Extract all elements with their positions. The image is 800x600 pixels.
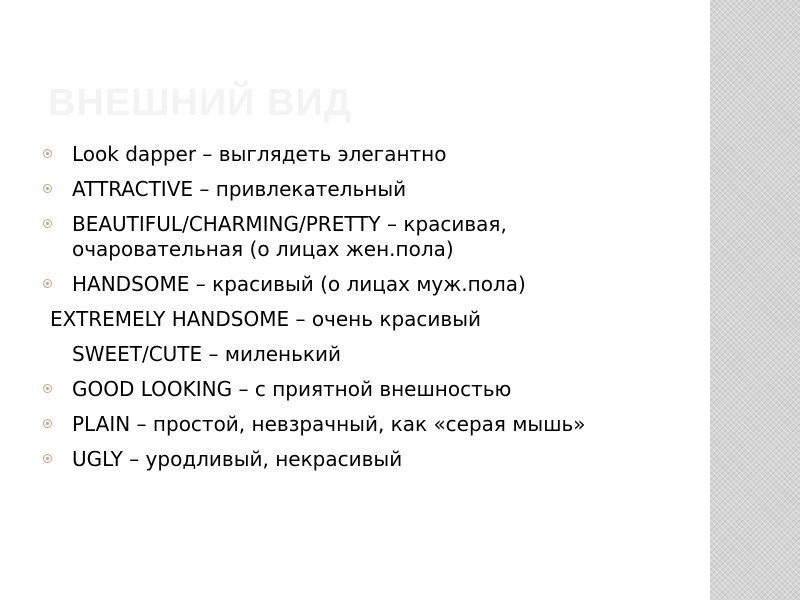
bullet-icon: [43, 384, 52, 393]
list-item: [40, 377, 680, 402]
list-item-text: Look dapper – выглядеть элегантно: [72, 142, 447, 166]
list-item-text: GOOD LOOKING – с приятной внешностью: [72, 377, 512, 401]
list-item-text: SWEET/CUTE – миленький: [72, 342, 341, 366]
slide-title: ВНЕШНИЙ ВИД: [48, 82, 352, 124]
list-item: [40, 447, 680, 472]
list-item: [40, 412, 680, 437]
bullet-icon: [43, 149, 52, 158]
bullet-icon: [43, 454, 52, 463]
list-item: [40, 177, 680, 202]
vocabulary-list: [40, 142, 680, 482]
list-item-text: HANDSOME – красивый (о лицах муж.пола): [72, 272, 526, 296]
list-item: [40, 307, 680, 332]
bullet-icon: [43, 184, 52, 193]
list-item-text: EXTREMELY HANDSOME – очень красивый: [50, 307, 481, 331]
list-item: [40, 272, 680, 297]
bullet-icon: [43, 279, 52, 288]
bullet-icon: [43, 219, 52, 228]
list-item-text: ATTRACTIVE – привлекательный: [72, 177, 407, 201]
list-item: [40, 212, 680, 262]
list-item: [40, 342, 680, 367]
list-item-text: UGLY – уродливый, некрасивый: [72, 447, 403, 471]
list-item-text: BEAUTIFUL/CHARMING/PRETTY – красивая, очаровательная (о лицах жен.пола): [72, 212, 507, 261]
bullet-icon: [43, 419, 52, 428]
list-item: [40, 142, 680, 167]
list-item-text: PLAIN – простой, невзрачный, как «серая мышь»: [72, 412, 586, 436]
decorative-side-band: [710, 0, 800, 600]
